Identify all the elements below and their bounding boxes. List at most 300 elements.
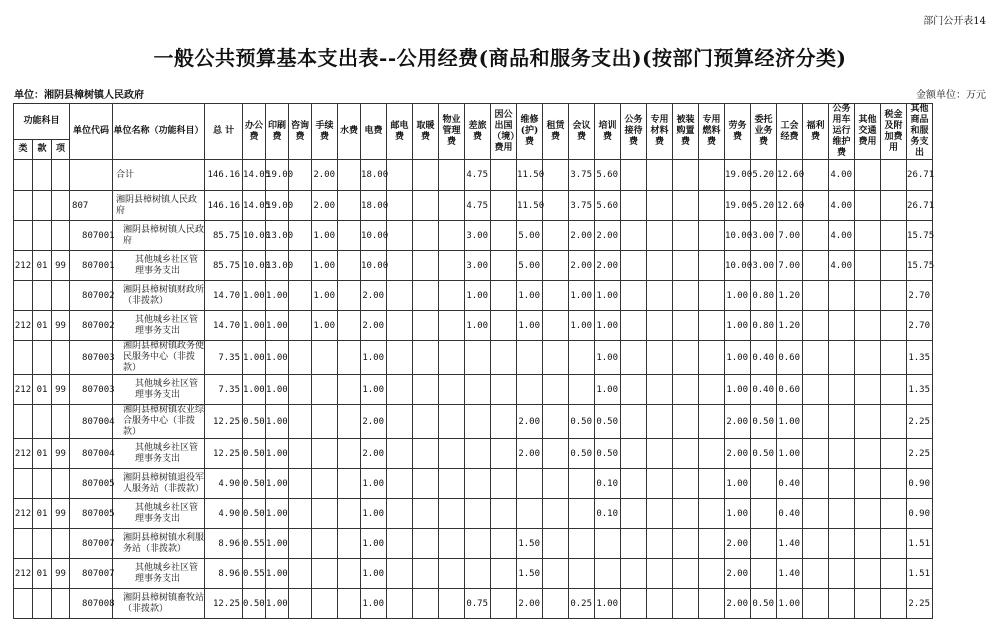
item-header: 印刷费: [266, 104, 289, 160]
amount-cell: [387, 341, 413, 375]
amount-cell: [338, 160, 361, 191]
amount-cell: [829, 311, 855, 341]
amount-cell: [751, 559, 777, 589]
unit-code-cell: 807002: [70, 281, 113, 311]
item-header: 委托业务费: [751, 104, 777, 160]
amount-cell: [803, 341, 829, 375]
amount-cell: [569, 469, 595, 499]
amount-cell: 0.80: [751, 311, 777, 341]
amount-cell: [621, 311, 647, 341]
amount-cell: [595, 559, 621, 589]
amount-cell: [647, 499, 673, 529]
budget-table: [13, 103, 933, 619]
amount-cell: [387, 281, 413, 311]
amount-cell: [647, 439, 673, 469]
amount-cell: [855, 221, 881, 251]
table-row: [14, 221, 933, 251]
amount-cell: 5.00: [517, 251, 543, 281]
item-header: 其他交通费用: [855, 104, 881, 160]
amount-cell: [751, 529, 777, 559]
amount-cell: 0.40: [751, 341, 777, 375]
unit-name-cell: 湘阴县樟树镇人民政府: [113, 221, 205, 251]
amount-cell: 1.00: [725, 311, 751, 341]
amount-cell: [312, 529, 338, 559]
amount-cell: [338, 191, 361, 221]
amount-cell: 19.00: [725, 191, 751, 221]
amount-cell: 2.00: [312, 160, 338, 191]
amount-cell: [595, 529, 621, 559]
amount-cell: [413, 281, 439, 311]
amount-cell: 10.00: [243, 221, 266, 251]
amount-cell: [543, 221, 569, 251]
unit-code-cell: 807002: [70, 311, 113, 341]
kuan-header: 款: [33, 140, 52, 160]
amount-cell: 2.00: [312, 191, 338, 221]
item-header: 取暖费: [413, 104, 439, 160]
lei-cell: 212: [14, 499, 33, 529]
amount-cell: [699, 311, 725, 341]
amount-cell: 1.00: [243, 311, 266, 341]
amount-cell: [312, 405, 338, 439]
amount-cell: 1.51: [907, 529, 933, 559]
amount-cell: [855, 281, 881, 311]
amount-cell: [621, 529, 647, 559]
amount-cell: 1.00: [266, 469, 289, 499]
amount-cell: [312, 469, 338, 499]
amount-cell: 1.00: [266, 405, 289, 439]
amount-cell: 1.00: [361, 375, 387, 405]
amount-cell: 11.50: [517, 160, 543, 191]
amount-cell: 0.50: [751, 589, 777, 619]
amount-cell: [673, 375, 699, 405]
amount-cell: [312, 439, 338, 469]
amount-cell: [491, 499, 517, 529]
amount-cell: 0.50: [243, 499, 266, 529]
amount-cell: [621, 221, 647, 251]
amount-cell: 26.71: [907, 191, 933, 221]
item-header: 电费: [361, 104, 387, 160]
amount-cell: 1.00: [312, 281, 338, 311]
amount-cell: 85.75: [205, 251, 243, 281]
amount-cell: [543, 191, 569, 221]
amount-cell: [338, 251, 361, 281]
unit-code-cell: [70, 160, 113, 191]
amount-cell: 3.75: [569, 160, 595, 191]
amount-cell: 2.00: [517, 405, 543, 439]
amount-cell: [439, 191, 465, 221]
amount-cell: [803, 499, 829, 529]
amount-cell: 146.16: [205, 160, 243, 191]
amount-cell: 0.60: [777, 341, 803, 375]
amount-cell: 18.00: [361, 160, 387, 191]
amount-cell: 10.00: [361, 251, 387, 281]
amount-cell: [491, 341, 517, 375]
amount-cell: 1.00: [569, 311, 595, 341]
xiang-cell: [52, 191, 70, 221]
unit-name-cell: 湘阴县樟树镇畜牧站（非拨款）: [113, 589, 205, 619]
amount-cell: [673, 251, 699, 281]
amount-cell: [621, 375, 647, 405]
amount-cell: 10.00: [725, 221, 751, 251]
xiang-cell: 99: [52, 251, 70, 281]
kuan-cell: [33, 221, 52, 251]
amount-cell: [647, 375, 673, 405]
amount-cell: [569, 341, 595, 375]
amount-cell: [699, 281, 725, 311]
amount-cell: [312, 499, 338, 529]
amount-cell: [673, 499, 699, 529]
amount-cell: 3.75: [569, 191, 595, 221]
table-row: [14, 529, 933, 559]
amount-cell: [338, 589, 361, 619]
amount-cell: [439, 160, 465, 191]
unit-name-cell: 合计: [113, 160, 205, 191]
unit-name-cell: 其他城乡社区管理事务支出: [113, 439, 205, 469]
xiang-cell: [52, 160, 70, 191]
unit-name-cell: 其他城乡社区管理事务支出: [113, 375, 205, 405]
amount-cell: 15.75: [907, 221, 933, 251]
page-title: 一般公共预算基本支出表--公用经费(商品和服务支出)(按部门预算经济分类): [153, 46, 847, 70]
amount-cell: [621, 589, 647, 619]
kuan-cell: 01: [33, 311, 52, 341]
amount-cell: [855, 439, 881, 469]
amount-cell: [289, 405, 312, 439]
amount-cell: [312, 341, 338, 375]
unit-name-cell: 湘阴县樟树镇政务便民服务中心（非拨款）: [113, 341, 205, 375]
xiang-cell: [52, 529, 70, 559]
xiang-cell: [52, 589, 70, 619]
amount-cell: 12.25: [205, 405, 243, 439]
table-row: [14, 281, 933, 311]
amount-cell: [829, 589, 855, 619]
xiang-cell: [52, 341, 70, 375]
amount-cell: [803, 559, 829, 589]
amount-cell: 10.00: [361, 221, 387, 251]
amount-cell: [543, 499, 569, 529]
item-header: 公务用车运行维护费: [829, 104, 855, 160]
table-row: [14, 311, 933, 341]
amount-cell: [855, 405, 881, 439]
amount-cell: [647, 469, 673, 499]
unit-name-cell: 其他城乡社区管理事务支出: [113, 251, 205, 281]
amount-cell: [439, 281, 465, 311]
amount-cell: 4.00: [829, 191, 855, 221]
amount-cell: [465, 469, 491, 499]
amount-cell: 1.00: [465, 311, 491, 341]
amount-cell: [855, 499, 881, 529]
table-row: [14, 439, 933, 469]
amount-cell: [673, 529, 699, 559]
item-header: 税金及附加费用: [881, 104, 907, 160]
amount-cell: [855, 469, 881, 499]
amount-cell: [439, 251, 465, 281]
amount-cell: 0.50: [569, 405, 595, 439]
amount-cell: [289, 375, 312, 405]
amount-cell: 5.00: [517, 221, 543, 251]
unit-name-cell: 其他城乡社区管理事务支出: [113, 311, 205, 341]
amount-cell: [855, 559, 881, 589]
table-number-label: 部门公开表14: [923, 16, 986, 27]
lei-cell: [14, 160, 33, 191]
amount-cell: [621, 469, 647, 499]
amount-cell: [699, 499, 725, 529]
amount-cell: [621, 251, 647, 281]
amount-cell: 1.00: [595, 281, 621, 311]
amount-cell: [569, 559, 595, 589]
amount-cell: [881, 499, 907, 529]
amount-cell: [517, 499, 543, 529]
amount-cell: 1.00: [266, 311, 289, 341]
amount-cell: [647, 221, 673, 251]
xiang-cell: 99: [52, 439, 70, 469]
amount-cell: [413, 191, 439, 221]
amount-cell: 1.00: [595, 341, 621, 375]
amount-cell: 0.60: [777, 375, 803, 405]
amount-cell: 1.00: [243, 375, 266, 405]
unit-code-cell: 807007: [70, 529, 113, 559]
amount-cell: 0.10: [595, 469, 621, 499]
amount-cell: [647, 405, 673, 439]
amount-cell: [465, 439, 491, 469]
amount-cell: 19.00: [266, 160, 289, 191]
amount-cell: [673, 311, 699, 341]
amount-cell: [855, 251, 881, 281]
unit-name-cell: 其他城乡社区管理事务支出: [113, 499, 205, 529]
amount-cell: 1.00: [266, 529, 289, 559]
amount-cell: 0.55: [243, 529, 266, 559]
amount-cell: [387, 559, 413, 589]
unit-code-header: 单位代码: [70, 104, 113, 160]
amount-cell: 4.90: [205, 499, 243, 529]
amount-cell: [387, 191, 413, 221]
amount-cell: [289, 529, 312, 559]
item-header: 公务接待费: [621, 104, 647, 160]
lei-cell: [14, 191, 33, 221]
amount-cell: 0.75: [465, 589, 491, 619]
amount-cell: [312, 559, 338, 589]
amount-cell: [803, 405, 829, 439]
lei-cell: 212: [14, 311, 33, 341]
amount-cell: 1.50: [517, 559, 543, 589]
unit-name-cell: 湘阴县樟树镇人民政府: [113, 191, 205, 221]
amount-cell: 2.00: [361, 281, 387, 311]
amount-cell: 2.25: [907, 405, 933, 439]
amount-cell: 11.50: [517, 191, 543, 221]
table-row: [14, 375, 933, 405]
xiang-cell: 99: [52, 375, 70, 405]
amount-cell: 1.00: [312, 221, 338, 251]
amount-cell: [673, 469, 699, 499]
amount-cell: 1.00: [312, 251, 338, 281]
amount-cell: [647, 191, 673, 221]
unit-code-cell: 807007: [70, 559, 113, 589]
kuan-cell: [33, 341, 52, 375]
amount-cell: [338, 311, 361, 341]
amount-cell: 19.00: [725, 160, 751, 191]
amount-cell: [413, 341, 439, 375]
amount-cell: [647, 160, 673, 191]
amount-cell: 1.00: [361, 469, 387, 499]
amount-cell: 2.25: [907, 589, 933, 619]
amount-cell: [621, 160, 647, 191]
amount-cell: [543, 160, 569, 191]
amount-cell: [465, 405, 491, 439]
amount-cell: [413, 221, 439, 251]
table-row: [14, 160, 933, 191]
amount-cell: [413, 311, 439, 341]
amount-cell: [338, 499, 361, 529]
amount-cell: [289, 499, 312, 529]
item-header: 租赁费: [543, 104, 569, 160]
amount-cell: [829, 405, 855, 439]
unit-name-cell: 其他城乡社区管理事务支出: [113, 559, 205, 589]
amount-cell: [289, 311, 312, 341]
amount-cell: [387, 469, 413, 499]
amount-cell: 5.20: [751, 160, 777, 191]
lei-cell: 212: [14, 439, 33, 469]
table-row: [14, 251, 933, 281]
amount-cell: 0.50: [595, 405, 621, 439]
amount-cell: [439, 589, 465, 619]
amount-cell: [439, 311, 465, 341]
amount-cell: 18.00: [361, 191, 387, 221]
amount-cell: [387, 529, 413, 559]
item-header: 物业管理费: [439, 104, 465, 160]
amount-cell: [855, 191, 881, 221]
amount-cell: [491, 439, 517, 469]
amount-cell: [881, 311, 907, 341]
item-header: 办公费: [243, 104, 266, 160]
amount-cell: 5.60: [595, 160, 621, 191]
amount-cell: 1.00: [595, 375, 621, 405]
amount-cell: 1.40: [777, 559, 803, 589]
amount-cell: 4.00: [829, 160, 855, 191]
amount-cell: 2.70: [907, 281, 933, 311]
amount-cell: [673, 589, 699, 619]
amount-cell: 4.75: [465, 191, 491, 221]
amount-cell: [881, 439, 907, 469]
amount-cell: 26.71: [907, 160, 933, 191]
amount-cell: 0.55: [243, 559, 266, 589]
kuan-cell: [33, 191, 52, 221]
amount-cell: 3.00: [465, 251, 491, 281]
amount-cell: [699, 160, 725, 191]
amount-cell: [621, 559, 647, 589]
kuan-cell: [33, 589, 52, 619]
amount-cell: [543, 439, 569, 469]
amount-cell: [881, 160, 907, 191]
amount-cell: [803, 160, 829, 191]
amount-cell: [673, 405, 699, 439]
amount-cell: 1.51: [907, 559, 933, 589]
amount-cell: 1.00: [725, 499, 751, 529]
amount-cell: 1.00: [266, 375, 289, 405]
lei-cell: [14, 281, 33, 311]
amount-cell: [751, 499, 777, 529]
table-row: [14, 559, 933, 589]
amount-cell: [413, 499, 439, 529]
amount-cell: [829, 529, 855, 559]
unit-name-cell: 湘阴县樟树镇财政所（非拨款）: [113, 281, 205, 311]
amount-cell: [491, 589, 517, 619]
amount-cell: [673, 341, 699, 375]
amount-cell: [803, 439, 829, 469]
amount-cell: [439, 439, 465, 469]
amount-cell: [439, 529, 465, 559]
amount-cell: [881, 281, 907, 311]
xiang-cell: [52, 469, 70, 499]
amount-cell: [673, 160, 699, 191]
item-header: 水费: [338, 104, 361, 160]
amount-cell: [621, 191, 647, 221]
amount-cell: [289, 559, 312, 589]
amount-cell: 7.35: [205, 341, 243, 375]
amount-cell: [338, 221, 361, 251]
amount-cell: 1.40: [777, 529, 803, 559]
amount-cell: [829, 341, 855, 375]
amount-cell: [699, 251, 725, 281]
amount-cell: [439, 469, 465, 499]
amount-cell: 1.35: [907, 375, 933, 405]
amount-cell: 2.00: [361, 439, 387, 469]
amount-cell: 3.00: [751, 221, 777, 251]
kuan-cell: 01: [33, 559, 52, 589]
unit-code-cell: 807005: [70, 469, 113, 499]
item-header: 工会经费: [777, 104, 803, 160]
amount-cell: [387, 311, 413, 341]
amount-cell: [855, 160, 881, 191]
amount-cell: 1.00: [725, 375, 751, 405]
amount-cell: [387, 375, 413, 405]
amount-cell: [829, 281, 855, 311]
amount-cell: [673, 221, 699, 251]
lei-cell: [14, 589, 33, 619]
unit-name-cell: 湘阴县樟树镇水利服务站（非拨款）: [113, 529, 205, 559]
amount-cell: [829, 499, 855, 529]
amount-cell: 2.00: [725, 529, 751, 559]
amount-cell: [647, 281, 673, 311]
amount-cell: [855, 589, 881, 619]
amount-cell: [491, 160, 517, 191]
amount-cell: [543, 559, 569, 589]
amount-cell: 2.25: [907, 439, 933, 469]
amount-cell: 7.35: [205, 375, 243, 405]
kuan-cell: [33, 469, 52, 499]
amount-cell: [855, 311, 881, 341]
amount-cell: 0.90: [907, 499, 933, 529]
unit-code-cell: 807003: [70, 375, 113, 405]
amount-cell: [289, 439, 312, 469]
amount-cell: 4.00: [829, 251, 855, 281]
amount-cell: [881, 405, 907, 439]
amount-cell: [881, 469, 907, 499]
amount-cell: [647, 559, 673, 589]
amount-cell: [699, 341, 725, 375]
item-header: 劳务费: [725, 104, 751, 160]
amount-cell: [413, 251, 439, 281]
amount-cell: 1.00: [361, 559, 387, 589]
amount-cell: 1.00: [725, 469, 751, 499]
amount-cell: 0.10: [595, 499, 621, 529]
amount-cell: 1.00: [266, 281, 289, 311]
item-header: 因公出国（境）费用: [491, 104, 517, 160]
amount-cell: [491, 559, 517, 589]
amount-cell: 4.00: [829, 221, 855, 251]
amount-cell: [387, 589, 413, 619]
lei-cell: [14, 221, 33, 251]
amount-cell: [569, 499, 595, 529]
amount-cell: [829, 559, 855, 589]
